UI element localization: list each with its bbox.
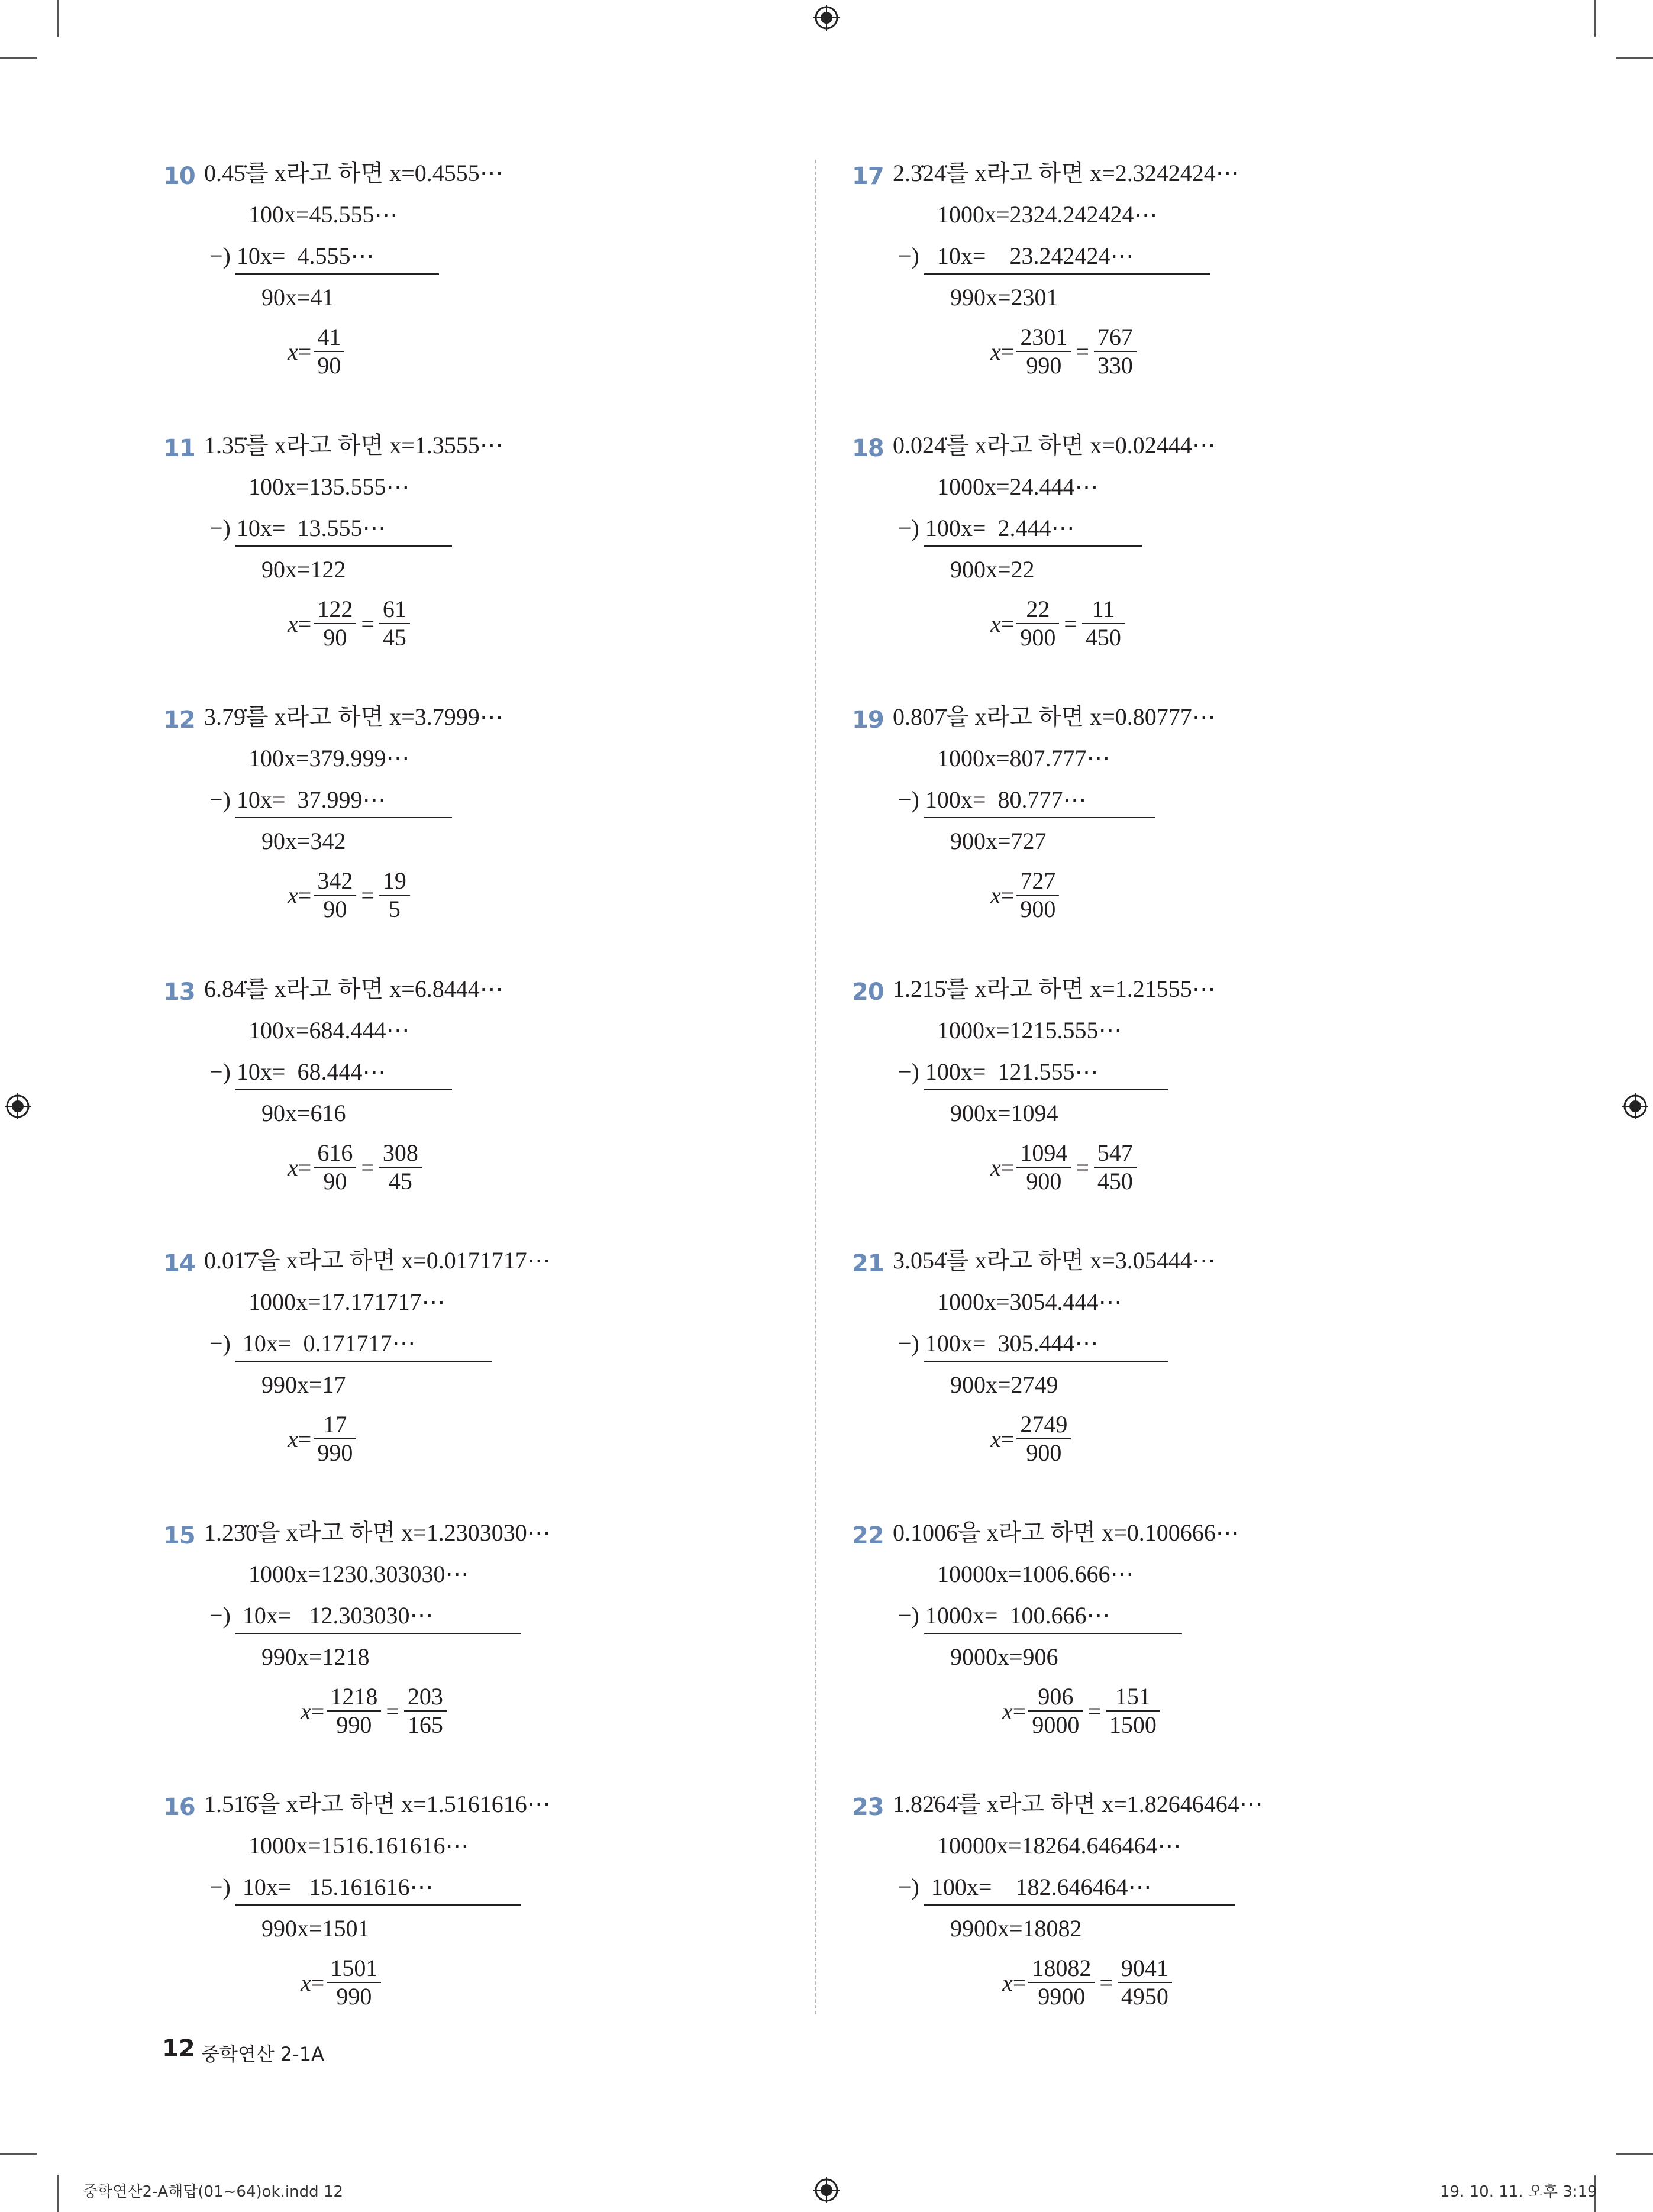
problem-number: 17	[852, 163, 884, 190]
denominator: 45	[388, 1168, 412, 1194]
problem-15	[163, 1519, 844, 1771]
fraction-answer: x= $\frac{342}{90}$ = $\frac{19}{5}$	[288, 867, 412, 923]
numerator: 41	[317, 324, 341, 350]
fraction	[314, 596, 356, 651]
numerator: 342	[317, 867, 353, 894]
denominator: 5	[388, 896, 401, 922]
subtraction-underline	[924, 545, 1142, 547]
problem-statement: 3.79̇를 x라고 하면 x=3.7999⋯	[204, 703, 503, 730]
numerator: 11	[1092, 596, 1115, 622]
problem-16	[163, 1791, 844, 2042]
denominator: 90	[323, 624, 347, 651]
denominator: 450	[1097, 1168, 1133, 1194]
problem-11	[163, 432, 844, 683]
answer-x: x=	[288, 1154, 312, 1181]
registration-mark-icon	[813, 2177, 840, 2203]
subtraction-underline	[924, 1633, 1182, 1634]
subtraction-underline	[235, 1904, 521, 1906]
fraction	[379, 1139, 422, 1195]
step-subtract: −) 100x= 121.555⋯	[898, 1058, 1099, 1085]
problem-statement: 0.01̇7̇을 x라고 하면 x=0.0171717⋯	[204, 1247, 551, 1274]
subtraction-underline	[924, 817, 1155, 818]
fraction	[314, 1411, 356, 1467]
answer-x: x=	[1002, 1969, 1026, 1996]
slug-timestamp: 19. 10. 11. 오후 3:19	[1440, 2183, 1597, 2201]
step-multiply: 100x=684.444⋯	[248, 1017, 410, 1044]
step-result: 90x=41	[261, 284, 334, 311]
problem-14	[163, 1247, 844, 1499]
step-subtract: −) 100x= 80.777⋯	[898, 786, 1087, 813]
problem-number: 14	[163, 1250, 195, 1277]
answer-x: x=	[990, 881, 1015, 909]
subtraction-underline	[235, 1361, 492, 1362]
step-subtract: −) 10x= 13.555⋯	[209, 515, 386, 541]
fraction	[1016, 324, 1071, 379]
step-subtract: −) 10x= 37.999⋯	[209, 786, 386, 813]
problem-number: 11	[163, 435, 195, 462]
crop-mark	[1616, 2153, 1653, 2155]
fraction-answer: x= $\frac{18082}{9900}$ = $\frac{9041}{4950}$	[1002, 1955, 1174, 2010]
problem-statement: 3.054̇를 x라고 하면 x=3.05444⋯	[893, 1247, 1216, 1274]
fraction-answer: x= $\frac{1218}{990}$ = $\frac{203}{165}$	[301, 1683, 449, 1739]
step-subtract: −) 10x= 12.303030⋯	[209, 1602, 434, 1629]
denominator: 900	[1026, 1168, 1062, 1194]
fraction	[1016, 867, 1059, 923]
step-multiply: 100x=45.555⋯	[248, 201, 398, 228]
step-subtract: −) 100x= 182.646464⋯	[898, 1874, 1152, 1900]
fraction	[314, 324, 344, 379]
problem-19	[852, 703, 1532, 955]
step-subtract: −) 100x= 2.444⋯	[898, 515, 1075, 541]
book-title: 중학연산 2-1A	[201, 2043, 324, 2065]
step-multiply: 1000x=1230.303030⋯	[248, 1561, 469, 1587]
step-multiply: 1000x=17.171717⋯	[248, 1289, 445, 1315]
denominator: 990	[336, 1983, 372, 2010]
fraction	[1082, 596, 1125, 651]
numerator: 727	[1020, 867, 1056, 894]
numerator: 18082	[1032, 1955, 1092, 1981]
step-result: 90x=122	[261, 556, 346, 583]
problem-number: 16	[163, 1794, 195, 1821]
crop-mark	[1616, 57, 1653, 59]
problem-12	[163, 703, 844, 955]
problem-statement: 6.84̇를 x라고 하면 x=6.8444⋯	[204, 976, 503, 1002]
fraction-answer	[990, 867, 1061, 923]
numerator: 203	[407, 1683, 443, 1710]
slug-filename: 중학연산2-A해답(01~64)ok.indd 12	[83, 2183, 343, 2201]
step-subtract: −) 10x= 23.242424⋯	[898, 243, 1134, 269]
subtraction-underline	[924, 1904, 1235, 1906]
denominator: 1500	[1109, 1712, 1157, 1738]
problem-number: 12	[163, 706, 195, 734]
fraction	[404, 1683, 447, 1739]
step-multiply: 1000x=807.777⋯	[937, 745, 1110, 771]
denominator: 90	[323, 1168, 347, 1194]
registration-mark-icon	[1622, 1093, 1648, 1119]
step-result: 90x=342	[261, 828, 346, 854]
fraction	[327, 1683, 381, 1739]
crop-mark	[1594, 0, 1596, 37]
denominator: 900	[1020, 624, 1056, 651]
fraction	[379, 596, 410, 651]
answer-x: x=	[990, 1154, 1015, 1181]
step-multiply: 100x=379.999⋯	[248, 745, 410, 771]
problem-number: 15	[163, 1522, 195, 1549]
fraction-answer: x= $\frac{616}{90}$ = $\frac{308}{45}$	[288, 1139, 424, 1195]
subtraction-underline	[924, 1089, 1168, 1090]
answer-x: x=	[1002, 1697, 1026, 1725]
page-number: 12	[162, 2035, 195, 2062]
problem-number: 19	[852, 706, 884, 734]
step-subtract: −) 10x= 4.555⋯	[209, 243, 374, 269]
answer-x: x=	[288, 338, 312, 365]
problem-statement: 1.82̇64̇를 x라고 하면 x=1.82646464⋯	[893, 1791, 1263, 1817]
numerator: 19	[382, 867, 406, 894]
step-result: 990x=17	[261, 1371, 346, 1398]
numerator: 308	[382, 1139, 418, 1166]
step-multiply: 1000x=3054.444⋯	[937, 1289, 1122, 1315]
fraction	[379, 867, 410, 923]
fraction	[1016, 1411, 1071, 1467]
step-result: 900x=727	[950, 828, 1047, 854]
step-multiply: 10000x=18264.646464⋯	[937, 1832, 1181, 1859]
answer-x: x=	[990, 1425, 1015, 1452]
numerator: 2749	[1020, 1411, 1068, 1438]
step-multiply: 1000x=2324.242424⋯	[937, 201, 1158, 228]
fraction	[1094, 324, 1137, 379]
fraction	[1016, 596, 1059, 651]
crop-mark	[0, 2153, 37, 2155]
step-subtract: −) 1000x= 100.666⋯	[898, 1602, 1110, 1629]
answer-x: x=	[990, 610, 1015, 637]
numerator: 122	[317, 596, 353, 622]
denominator: 4950	[1121, 1983, 1168, 2010]
crop-mark	[0, 57, 37, 59]
fraction-answer: x= $\frac{1094}{900}$ = $\frac{547}{450}$	[990, 1139, 1139, 1195]
step-subtract: −) 10x= 68.444⋯	[209, 1058, 386, 1085]
numerator: 22	[1026, 596, 1050, 622]
answer-x: x=	[990, 338, 1015, 365]
problem-statement: 0.024̇를 x라고 하면 x=0.02444⋯	[893, 432, 1216, 458]
denominator: 900	[1026, 1439, 1062, 1466]
problem-number: 22	[852, 1522, 884, 1549]
subtraction-underline	[235, 1633, 521, 1634]
problem-number: 23	[852, 1794, 884, 1821]
numerator: 2301	[1020, 324, 1068, 350]
denominator: 990	[1026, 352, 1062, 379]
fraction-answer: x= $\frac{22}{900}$ = $\frac{11}{450}$	[990, 596, 1127, 651]
problem-22	[852, 1519, 1532, 1771]
answer-x: x=	[301, 1969, 325, 1996]
step-multiply: 1000x=1215.555⋯	[937, 1017, 1122, 1044]
registration-mark-icon	[813, 5, 840, 31]
step-result: 990x=2301	[950, 284, 1058, 311]
denominator: 45	[382, 624, 406, 651]
denominator: 9000	[1032, 1712, 1080, 1738]
step-result: 900x=1094	[950, 1100, 1058, 1126]
numerator: 616	[317, 1139, 353, 1166]
problem-number: 21	[852, 1250, 884, 1277]
crop-mark	[57, 0, 59, 37]
problem-statement: 1.215̇를 x라고 하면 x=1.21555⋯	[893, 976, 1216, 1002]
subtraction-underline	[235, 817, 452, 818]
problem-number: 20	[852, 979, 884, 1006]
problem-23	[852, 1791, 1532, 2042]
answer-x: x=	[288, 1425, 312, 1452]
step-result: 9000x=906	[950, 1643, 1058, 1670]
step-subtract: −) 10x= 15.161616⋯	[209, 1874, 434, 1900]
numerator: 151	[1115, 1683, 1151, 1710]
problem-statement: 1.51̇6̇을 x라고 하면 x=1.5161616⋯	[204, 1791, 551, 1817]
problem-13	[163, 976, 844, 1227]
problem-statement: 0.807̇을 x라고 하면 x=0.80777⋯	[893, 703, 1216, 730]
problem-statement: 0.45̇를 x라고 하면 x=0.4555⋯	[204, 160, 503, 186]
fraction-answer	[288, 324, 347, 379]
problem-statement: 0.1006̇을 x라고 하면 x=0.100666⋯	[893, 1519, 1239, 1546]
step-subtract: −) 100x= 305.444⋯	[898, 1330, 1099, 1357]
problem-18	[852, 432, 1532, 683]
fraction-answer: x= $\frac{2301}{990}$ = $\frac{767}{330}$	[990, 324, 1139, 379]
problem-20	[852, 976, 1532, 1227]
fraction	[1016, 1139, 1071, 1195]
numerator: 61	[382, 596, 406, 622]
registration-mark-icon	[5, 1093, 31, 1119]
numerator: 1501	[330, 1955, 378, 1981]
problem-number: 18	[852, 435, 884, 462]
subtraction-underline	[235, 1089, 452, 1090]
numerator: 767	[1097, 324, 1133, 350]
step-result: 990x=1501	[261, 1915, 370, 1942]
fraction	[1028, 1955, 1095, 2010]
step-result: 900x=2749	[950, 1371, 1058, 1398]
subtraction-underline	[924, 273, 1210, 275]
fraction	[1028, 1683, 1083, 1739]
problem-number: 13	[163, 979, 195, 1006]
fraction-answer	[990, 1411, 1073, 1467]
numerator: 1218	[330, 1683, 378, 1710]
fraction-answer	[288, 1411, 359, 1467]
step-multiply: 1000x=1516.161616⋯	[248, 1832, 469, 1859]
step-result: 90x=616	[261, 1100, 346, 1126]
step-result: 990x=1218	[261, 1643, 370, 1670]
denominator: 990	[336, 1712, 372, 1738]
denominator: 9900	[1038, 1983, 1086, 2010]
denominator: 990	[317, 1439, 353, 1466]
problem-number: 10	[163, 163, 195, 190]
denominator: 900	[1020, 896, 1056, 922]
step-multiply: 10000x=1006.666⋯	[937, 1561, 1134, 1587]
denominator: 330	[1097, 352, 1133, 379]
fraction	[314, 1139, 356, 1195]
fraction	[327, 1955, 381, 2010]
answer-x: x=	[288, 610, 312, 637]
fraction-answer: x= $\frac{122}{90}$ = $\frac{61}{45}$	[288, 596, 412, 651]
fraction	[1094, 1139, 1137, 1195]
step-result: 900x=22	[950, 556, 1035, 583]
problem-17	[852, 160, 1532, 411]
numerator: 17	[323, 1411, 347, 1438]
step-multiply: 100x=135.555⋯	[248, 473, 410, 500]
fraction	[314, 867, 356, 923]
problem-statement: 2.3̇24̇를 x라고 하면 x=2.3242424⋯	[893, 160, 1239, 186]
answer-x: x=	[301, 1697, 325, 1725]
fraction	[1118, 1955, 1172, 2010]
problem-21	[852, 1247, 1532, 1499]
denominator: 90	[317, 352, 341, 379]
numerator: 1094	[1020, 1139, 1068, 1166]
numerator: 547	[1097, 1139, 1133, 1166]
numerator: 9041	[1121, 1955, 1168, 1981]
fraction-answer	[301, 1955, 383, 2010]
step-subtract: −) 10x= 0.171717⋯	[209, 1330, 416, 1357]
denominator: 165	[407, 1712, 443, 1738]
fraction	[1106, 1683, 1160, 1739]
step-multiply: 1000x=24.444⋯	[937, 473, 1099, 500]
subtraction-underline	[235, 545, 452, 547]
problem-10	[163, 160, 844, 411]
step-result: 9900x=18082	[950, 1915, 1082, 1942]
subtraction-underline	[235, 273, 439, 275]
subtraction-underline	[924, 1361, 1168, 1362]
numerator: 906	[1038, 1683, 1074, 1710]
crop-mark	[57, 2175, 59, 2212]
denominator: 450	[1085, 624, 1121, 651]
problem-statement: 1.23̇0̇을 x라고 하면 x=1.2303030⋯	[204, 1519, 551, 1546]
denominator: 90	[323, 896, 347, 922]
problem-statement: 1.35̇를 x라고 하면 x=1.3555⋯	[204, 432, 503, 458]
fraction-answer: x= $\frac{906}{9000}$ = $\frac{151}{1500}$	[1002, 1683, 1163, 1739]
answer-x: x=	[288, 881, 312, 909]
